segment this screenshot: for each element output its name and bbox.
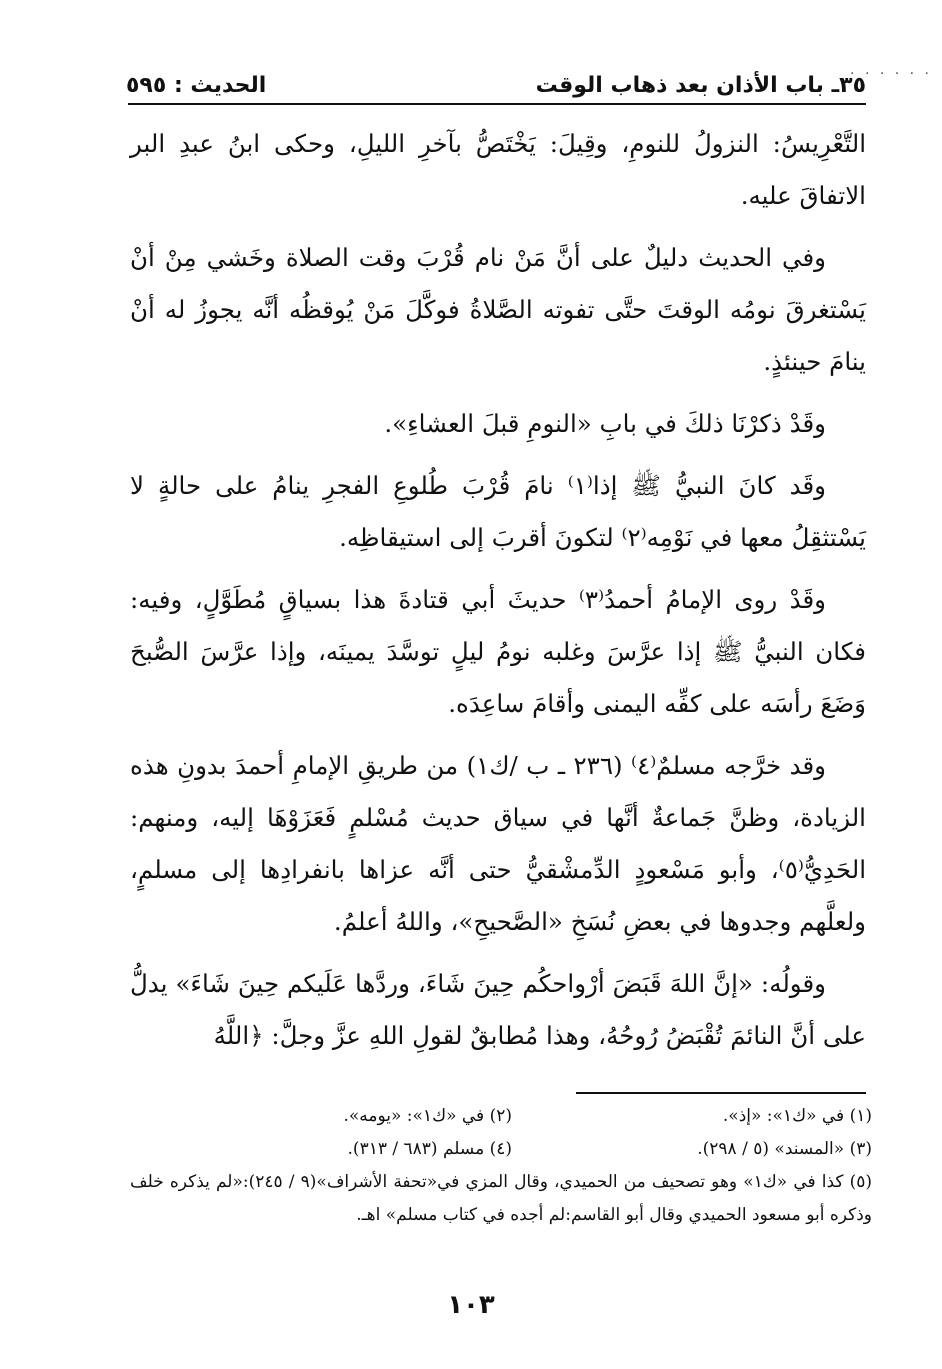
paragraph: التَّعْرِيسُ: النزولُ للنومِ، وقِيلَ: يَخْتَصُّ بآخرِ الليلِ، وحكى ابنُ عبدِ البر الاتفاقَ عليه. — [130, 129, 866, 210]
header-dots: . . . . . . — [850, 62, 932, 78]
page-number: ١٠٣ — [447, 1290, 495, 1320]
footnote-3: (٣) «المسند» (٥ / ٢٩٨). — [697, 1139, 872, 1159]
footnote-rule — [576, 1092, 866, 1094]
paragraph: وقَدْ ذكرْنَا ذلكَ في بابِ «النومِ قبلَ العشاءِ». — [384, 409, 826, 438]
paragraph: وقولُه: «إنَّ اللهَ قَبَضَ أرْواحكُم حِينَ شَاءَ، وردَّها عَلَيكم حِينَ شَاءَ» يدلُّ على أنَّ النائمَ تُقْبَضُ رُوحُهُ، وهذا مُطابقٌ لقولِ اللهِ عزَّ وجلَّ: ﴿اللَّهُ — [130, 969, 866, 1050]
footnote-5: (٥) كذا في «ك١» وهو تصحيف من الحميدي، وقال المزي في«تحفة الأشراف»(٩ / ٢٤٥):«لم يذكره خلف وذكره أبو مسعود الحميدي وقال أبو القاسم:لم أجده في كتاب مسلم» اهـ. — [130, 1172, 873, 1225]
footnote-row — [130, 1133, 872, 1166]
running-head — [126, 58, 866, 98]
paragraph: وفي الحديث دليلٌ على أنَّ مَنْ نام قُرْبَ وقت الصلاة وخَشي مِنْ أنْ يَسْتغرقَ نومُه الوقتَ حتَّى تفوته الصَّلاةُ فوكَّلَ مَنْ يُوقظُه أنَّه يجوزُ له أنْ ينامَ حينئذٍ. — [130, 243, 866, 376]
footnote-1: (١) في «ك١»: «إذ». — [722, 1106, 872, 1126]
header-rule — [128, 103, 866, 105]
paragraph: وقَد كانَ النبيُّ ﷺ إذا⁽١⁾ نامَ قُرْبَ طُلوعِ الفجرِ ينامُ على حالةٍ لا يَسْتثقِلُ معها في نَوْمِه⁽٢⁾ لتكونَ أقربَ إلى استيقاظِه. — [130, 471, 866, 552]
paragraph: وقَدْ روى الإمامُ أحمدُ⁽٣⁾ حديثَ أبي قتادةَ هذا بسياقٍ مُطَوَّلٍ، وفيه: فكان النبيُّ ﷺ إذا عرَّسَ وغلبه نومُ ليلٍ توسَّدَ يمينَه، وإذا عرَّسَ الصُّبحَ وَضَعَ رأسَه على كفِّه اليمنى وأقامَ ساعِدَه. — [130, 585, 866, 718]
chapter-title: ٣٥ـ باب الأذان بعد ذهاب الوقت — [535, 73, 866, 98]
footnote-2: (٢) في «ك١»: «يومه». — [343, 1106, 512, 1126]
main-text — [130, 118, 866, 1072]
footnote-4: (٤) مسلم (٦٨٣ / ٣١٣). — [347, 1139, 512, 1159]
footnotes — [130, 1100, 872, 1232]
hadith-reference: الحديث : ٥٩٥ — [126, 73, 267, 98]
paragraph: وقد خرَّجه مسلمٌ⁽٤⁾ (٢٣٦ ـ ب /ك١) من طريقِ الإمامِ أحمدَ بدونِ هذه الزيادة، وظنَّ جَماعةٌ أنَّها في سياق حديث مُسْلمٍ فَعَزَوْهَا إليه، ومنهم: الحَدِيُّ⁽٥⁾، وأبو مَسْعودٍ الدِّمشْقيُّ حتى أنَّه عزاها بانفرادِها إلى مسلمٍ، ولعلَّهم وجدوها في بعضِ نُسَخِ «الصَّحيحِ»، واللهُ أعلمُ. — [130, 751, 866, 936]
footnote-row — [130, 1100, 872, 1133]
